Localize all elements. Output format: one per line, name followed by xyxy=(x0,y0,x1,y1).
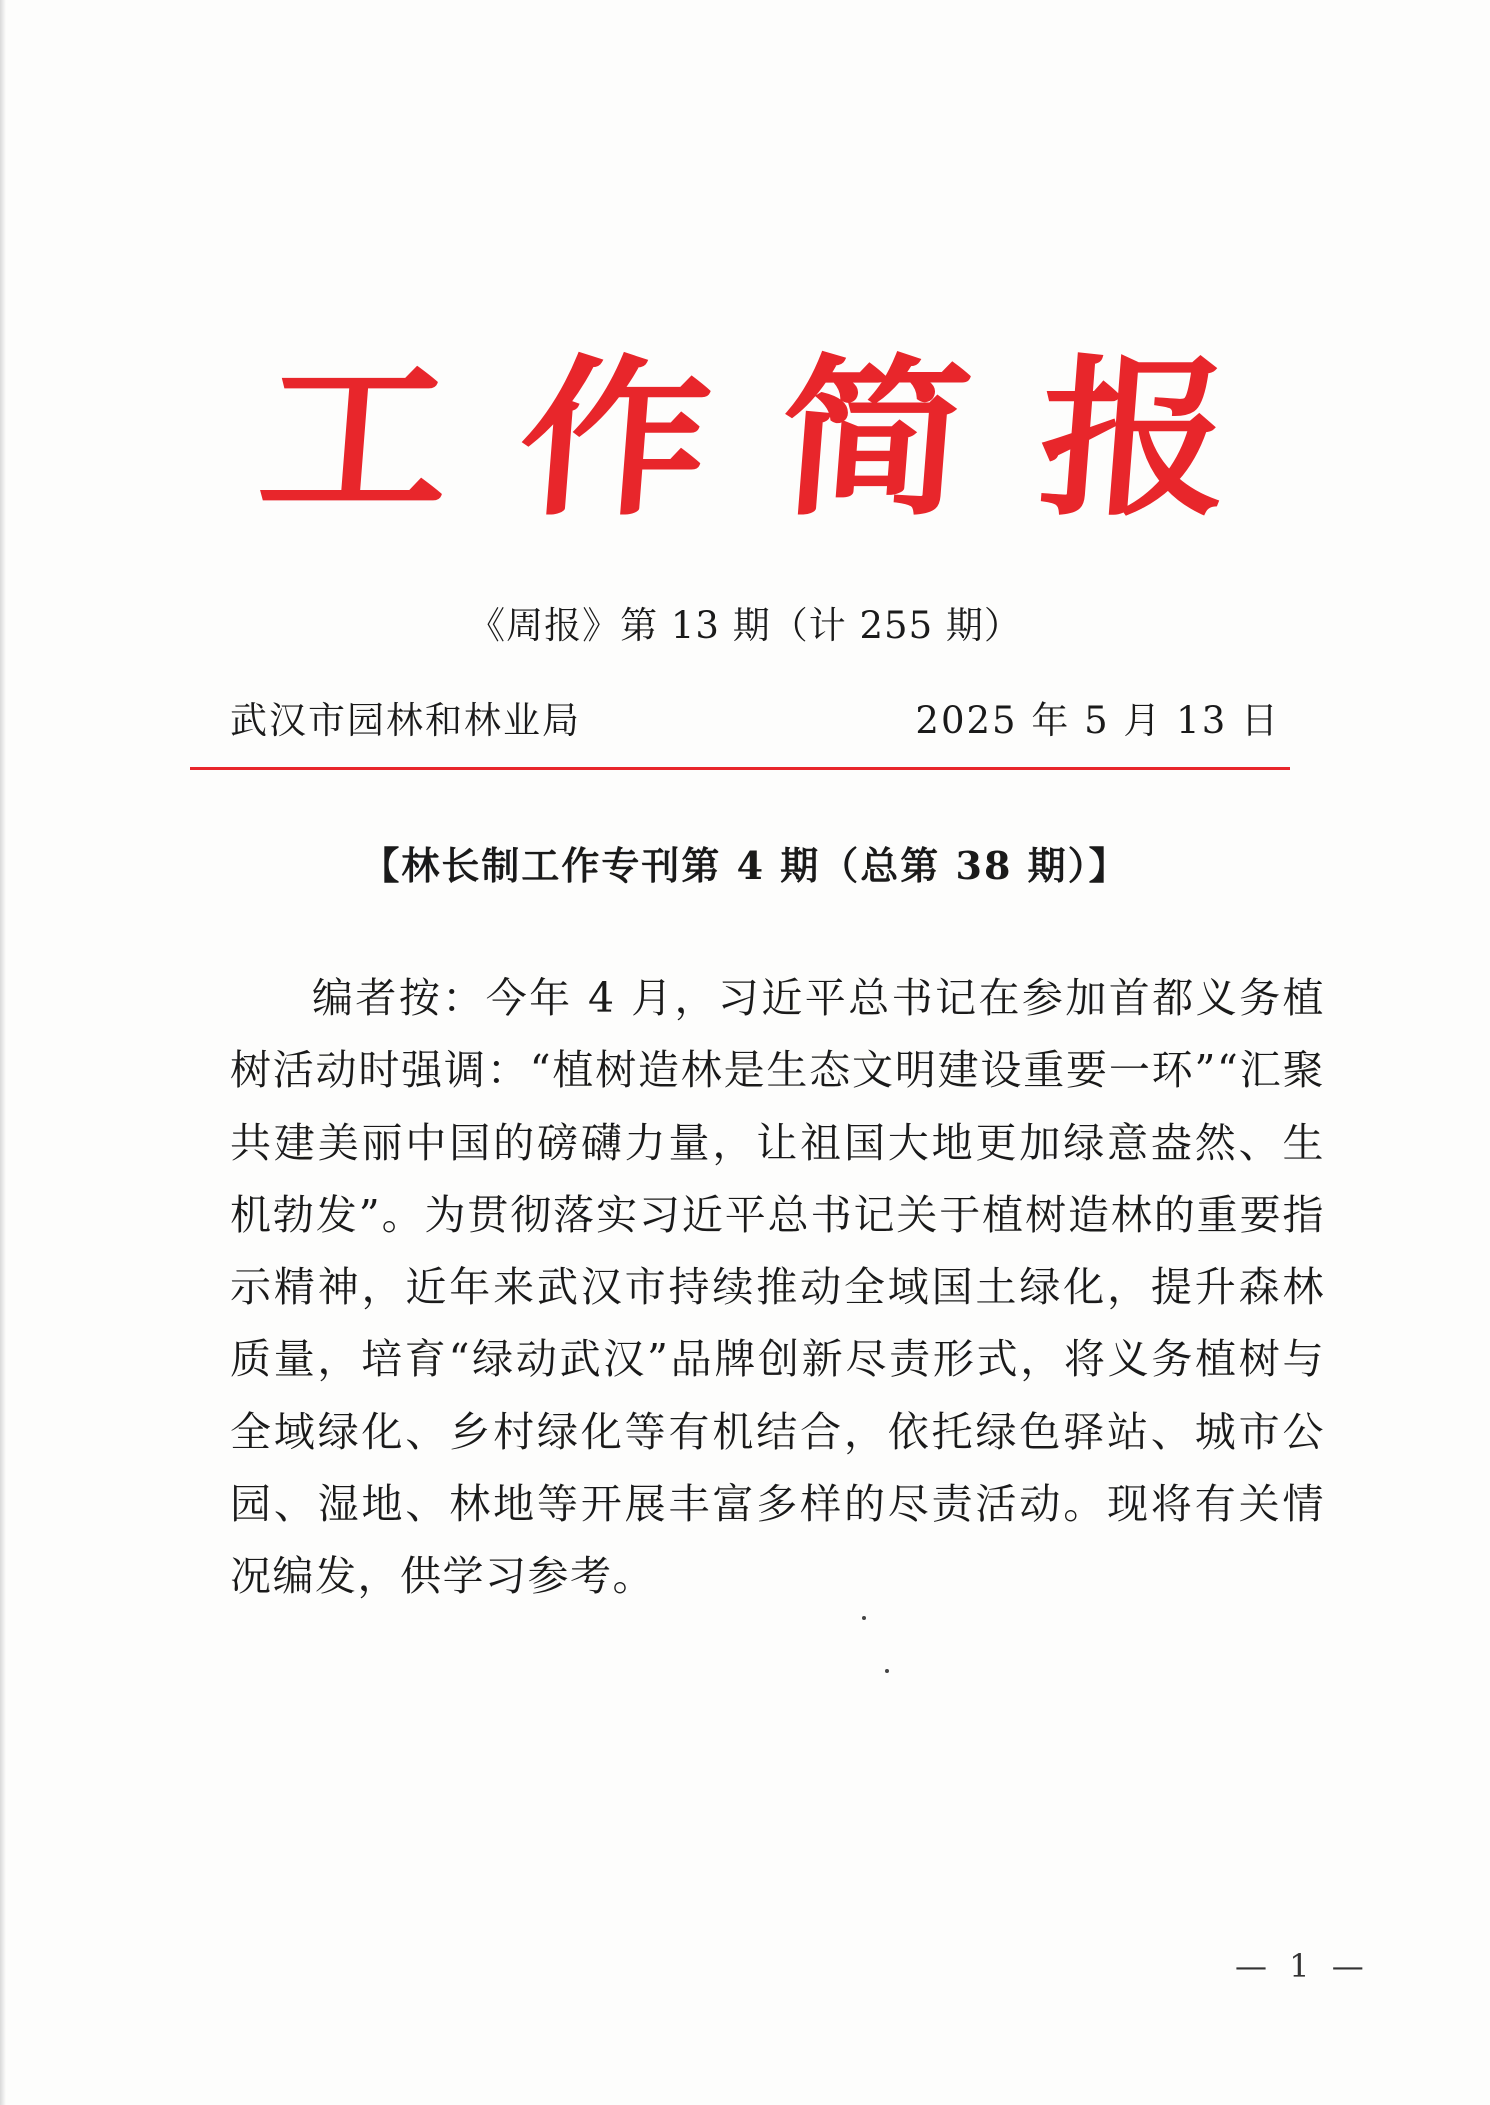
masthead-char-1: 工 xyxy=(252,340,458,539)
scan-speck xyxy=(862,1616,866,1620)
red-divider xyxy=(190,767,1290,770)
editor-note: 编者按：今年 4 月，习近平总书记在参加首都义务植树活动时强调：“植树造林是生态文明建设重要一环”“汇聚共建美丽中国的磅礴力量，让祖国大地更加绿意盎然、生机勃发”。为贯彻落实习近平总书记关于植树造林的重要指示精神，近年来武汉市持续推动全域国土绿化，提升森林质量，培育“绿动武汉”品牌创新尽责形式，将义务植树与全域绿化、乡村绿化等有机结合，依托绿色驿站、城市公园、湿地、林地等开展丰富多样的尽责活动。现将有关情况编发，供学习参考。 xyxy=(230,974,1325,1601)
masthead-char-2: 作 xyxy=(512,340,718,539)
masthead-char-3: 简 xyxy=(772,340,978,539)
masthead-title xyxy=(252,330,1238,550)
issuer-name: 武汉市园林和林业局 xyxy=(230,699,581,742)
issue-date: 2025 年 5 月 13 日 xyxy=(915,699,1280,742)
masthead-char-4: 报 xyxy=(1032,340,1238,539)
scan-speck xyxy=(885,1669,889,1673)
special-issue-title: 【林长制工作专刊第 4 期（总第 38 期）】 xyxy=(361,843,1129,888)
page-number: — 1 — xyxy=(1235,1947,1370,1985)
issue-number: 《周报》第 13 期（计 255 期） xyxy=(468,604,1022,647)
scan-edge xyxy=(0,0,6,2105)
issuer-row xyxy=(230,690,1280,744)
